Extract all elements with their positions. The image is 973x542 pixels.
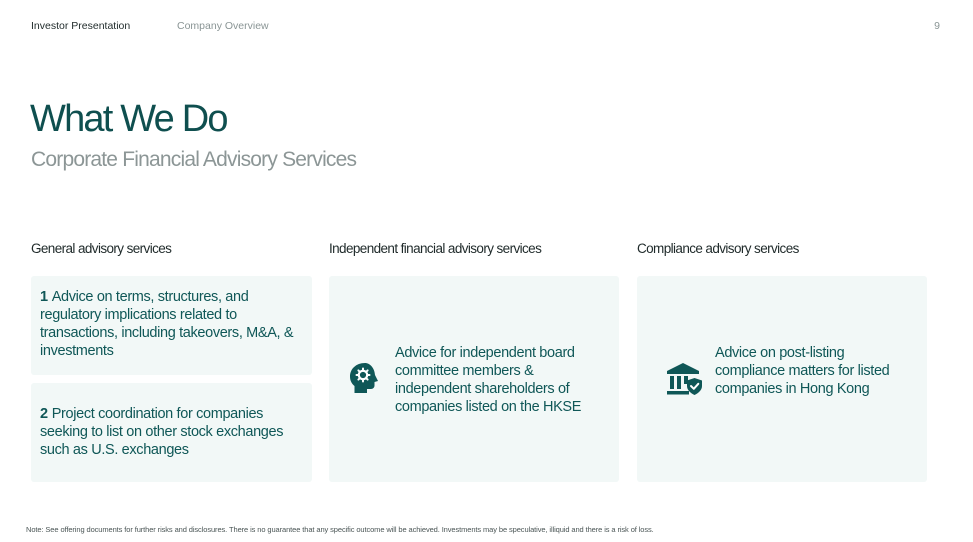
- column-heading-compliance: Compliance advisory services: [637, 241, 799, 256]
- item-number: 1: [40, 289, 48, 305]
- head-gear-icon: [348, 361, 382, 395]
- general-advisory-card-2: [31, 383, 312, 482]
- page-title: What We Do: [30, 98, 227, 140]
- item-number: 2: [40, 406, 48, 422]
- compliance-advisory-card: [637, 276, 927, 482]
- general-advisory-card-1: [31, 276, 312, 375]
- header-section-label: Company Overview: [177, 20, 269, 32]
- page-subtitle: Corporate Financial Advisory Services: [31, 148, 357, 171]
- compliance-advisory-text: Advice on post-listing compliance matters for listed companies in Hong Kong: [715, 345, 890, 397]
- column-heading-independent: Independent financial advisory services: [329, 241, 542, 256]
- item-text: Advice on terms, structures, and regulatory implications related to transactions, including takeovers, M&A, & investments: [40, 289, 294, 359]
- header-presentation-label: Investor Presentation: [31, 20, 131, 32]
- independent-advisory-card: [329, 276, 619, 482]
- independent-advisory-text: Advice for independent board committee members & independent shareholders of companies listed on the HKSE: [395, 345, 582, 415]
- disclaimer-note: Note: See offering documents for further risks and disclosures. There is no guarantee that any specific outcome will be achieved. Investments may be speculative, illiquid and there is a risk of loss.: [26, 525, 654, 534]
- item-text: Project coordination for companies seeking to list on other stock exchanges such as U.S. exchanges: [40, 406, 284, 458]
- page-number: 9: [934, 20, 940, 32]
- column-heading-general: General advisory services: [31, 241, 172, 256]
- general-advisory-item-2: [40, 405, 295, 459]
- bank-shield-icon: [666, 362, 704, 396]
- general-advisory-item-1: [40, 288, 305, 360]
